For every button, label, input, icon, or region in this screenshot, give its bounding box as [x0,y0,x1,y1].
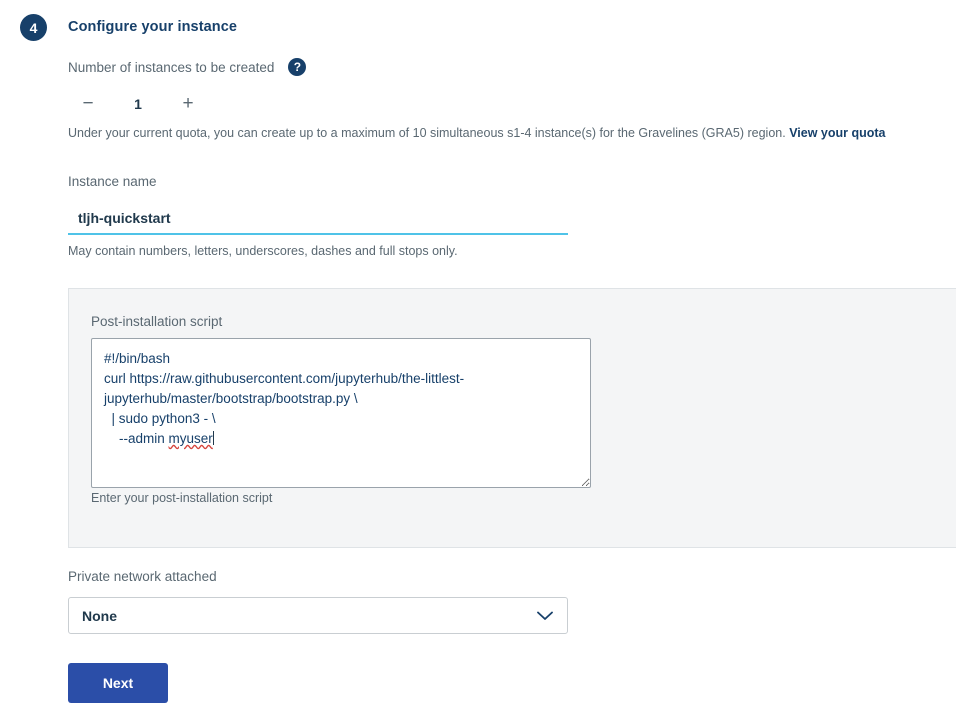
chevron-down-icon [537,611,567,621]
script-line-5-prefix: --admin [104,431,169,446]
instance-count-label-row [68,58,306,76]
instance-name-input[interactable] [68,203,568,235]
post-installation-label: Post-installation script [91,314,223,329]
instance-count-value: 1 [134,96,142,112]
view-quota-link[interactable]: View your quota [789,126,886,140]
private-network-select[interactable] [68,597,568,634]
script-line-5-username: myuser [168,431,213,446]
instance-name-hint: May contain numbers, letters, underscores, dashes and full stops only. [68,244,458,258]
instance-name-label: Instance name [68,174,157,189]
post-installation-panel [68,288,956,548]
post-installation-script-input[interactable] [91,338,591,488]
script-line-4: | sudo python3 - \ [104,411,216,426]
instance-count-label: Number of instances to be created [68,59,275,75]
quota-text: Under your current quota, you can create up to a maximum of 10 simultaneous s1-4 instance(s) for the Gravelines (GRA5) region. [68,126,786,140]
instance-count-stepper[interactable] [68,92,238,116]
script-line-1: #!/bin/bash [104,351,171,366]
private-network-selected-value: None [82,607,117,624]
step-number-badge: 4 [20,14,47,41]
script-line-2: curl https://raw.githubusercontent.com/jupyterhub/the-littlest- [104,371,465,386]
script-line-3: jupyterhub/master/bootstrap/bootstrap.py \ [104,391,358,406]
text-caret [213,431,214,445]
increment-button[interactable]: + [168,92,208,116]
decrement-button[interactable]: − [68,92,108,116]
next-button[interactable]: Next [68,663,168,703]
post-installation-hint: Enter your post-installation script [91,491,273,505]
question-mark-icon[interactable]: ? [288,58,306,76]
private-network-label: Private network attached [68,569,217,584]
quota-text-row [68,126,886,140]
page-title: Configure your instance [68,19,238,35]
